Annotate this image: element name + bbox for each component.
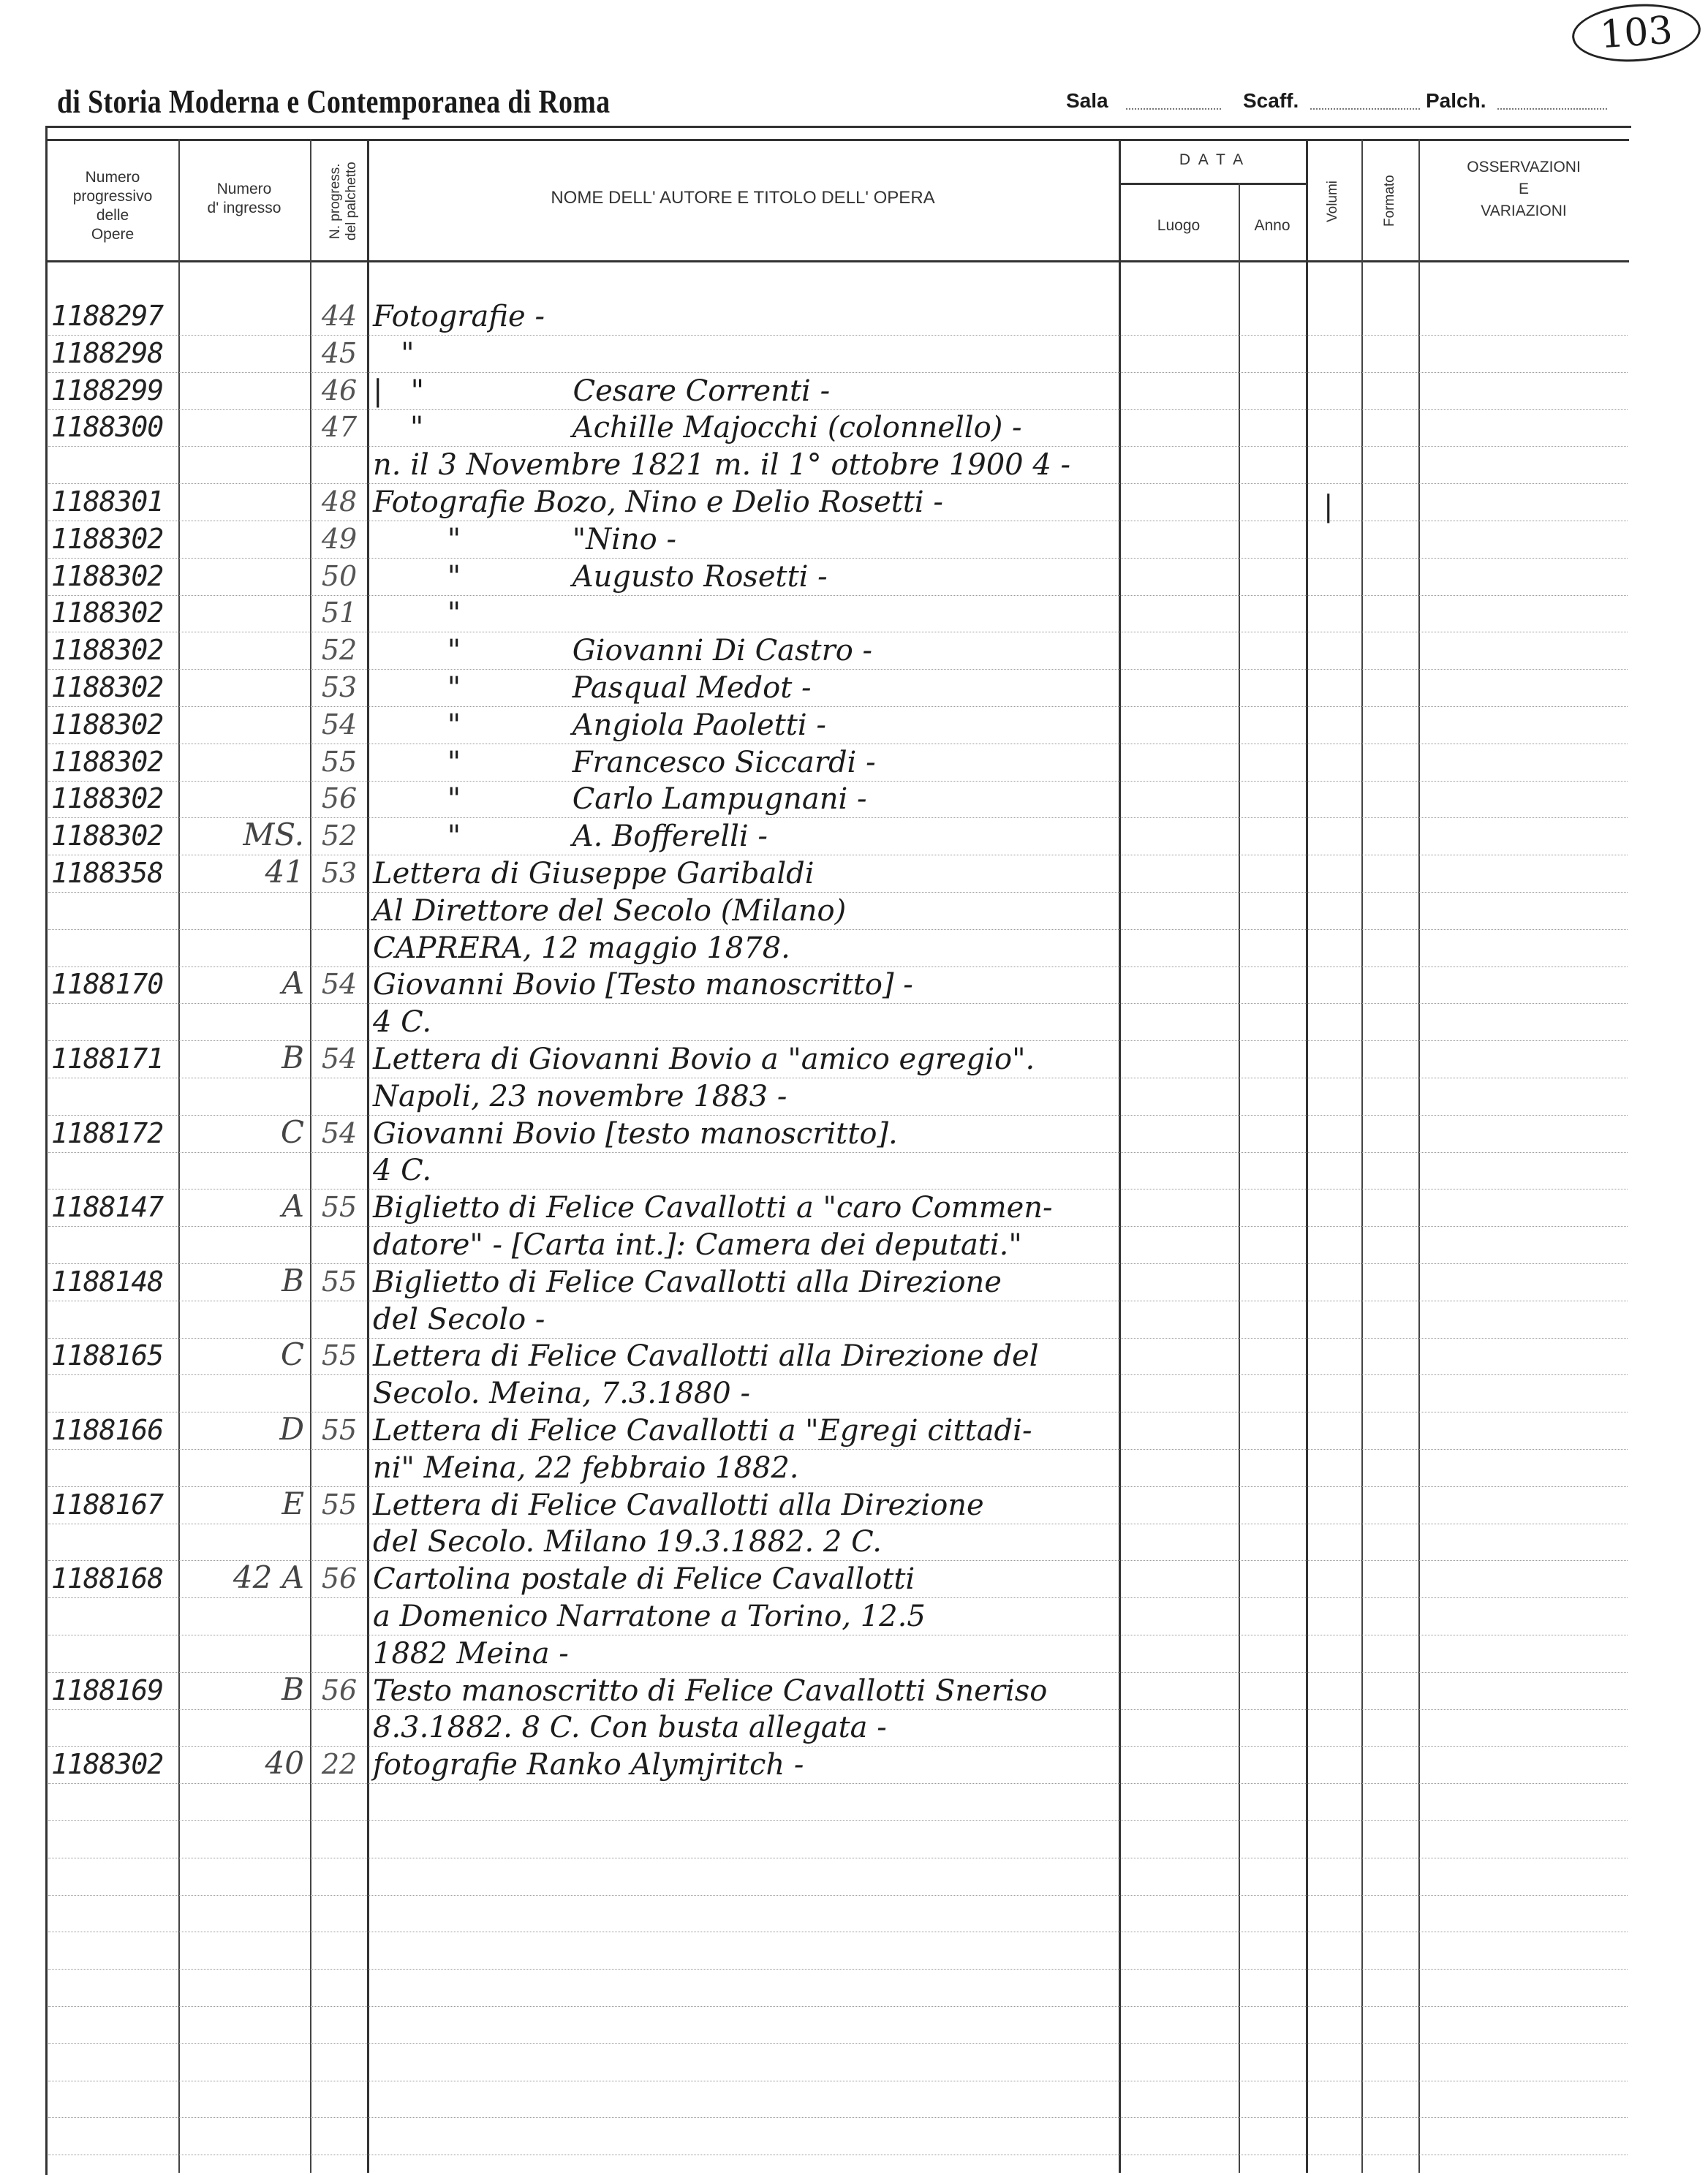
entry-number: 1188166 xyxy=(51,1414,164,1446)
scaff-field xyxy=(1310,108,1420,110)
ruled-line xyxy=(48,1003,1628,1004)
entry-palchetto: 55 xyxy=(321,1414,358,1446)
entry-number: 1188169 xyxy=(51,1673,164,1706)
entry-number: 1188358 xyxy=(51,857,164,889)
entry-number: 1188170 xyxy=(51,968,164,1001)
header-top-rule xyxy=(45,139,1629,141)
entry-text-line: " Carlo Lampugnani - xyxy=(373,782,867,817)
ruled-line xyxy=(48,669,1628,670)
ruled-line xyxy=(48,372,1628,373)
column-separator xyxy=(1119,139,1121,2173)
col-header-data: D A T A xyxy=(1179,151,1246,168)
ruled-line xyxy=(48,892,1628,893)
volume-mark: | xyxy=(1323,490,1334,523)
entry-number: 1188302 xyxy=(51,671,164,703)
entry-palchetto: 55 xyxy=(321,1265,358,1298)
entry-text-line: Al Direttore del Secolo (Milano) xyxy=(373,893,847,928)
entry-ingresso: C xyxy=(280,1113,304,1150)
entry-number: 1188167 xyxy=(51,1488,164,1521)
entry-text-line: Fotografie Bozo, Nino e Delio Rosetti - xyxy=(373,485,943,519)
col-header-anno: Anno xyxy=(1254,217,1291,234)
entry-ingresso: B xyxy=(281,1040,304,1075)
ruled-line xyxy=(48,929,1628,930)
ruled-line xyxy=(48,558,1628,559)
entry-text-line: Lettera di Felice Cavallotti alla Direzione xyxy=(373,1488,984,1522)
ruled-line xyxy=(48,1895,1628,1896)
ruled-line xyxy=(48,1820,1628,1821)
column-separator xyxy=(178,139,180,2173)
entry-number: 1188300 xyxy=(51,411,164,444)
entry-palchetto: 51 xyxy=(321,597,358,629)
institution-title: di Storia Moderna e Contemporanea di Roma xyxy=(57,83,611,120)
entry-ingresso: MS. xyxy=(243,817,304,853)
entry-palchetto: 55 xyxy=(321,1488,358,1521)
column-separator xyxy=(310,139,311,2173)
entry-text-line: 4 C. xyxy=(373,1154,432,1188)
entry-text-line: " xyxy=(373,597,461,631)
entry-palchetto: 54 xyxy=(321,1116,358,1149)
entry-palchetto: 52 xyxy=(321,634,358,667)
entry-ingresso: C xyxy=(280,1336,304,1373)
entry-palchetto: 55 xyxy=(321,1339,358,1372)
entry-palchetto: 54 xyxy=(321,708,358,741)
column-separator xyxy=(1239,183,1240,2173)
entry-text-line: 8.3.1882. 8 C. Con busta allegata - xyxy=(373,1711,887,1745)
ruled-line xyxy=(48,1969,1628,1970)
entry-text-line: Biglietto di Felice Cavallotti a "caro Commen- xyxy=(373,1191,1053,1225)
entry-text-line: del Secolo. Milano 19.3.1882. 2 C. xyxy=(373,1525,882,1559)
entry-number: 1188171 xyxy=(51,1043,164,1075)
ruled-line xyxy=(48,1597,1628,1598)
entry-text-line: del Secolo - xyxy=(373,1302,545,1336)
entry-number: 1188302 xyxy=(51,597,164,629)
ruled-line xyxy=(48,335,1628,336)
entry-text-line: n. il 3 Novembre 1821 m. il 1° ottobre 1900 4 - xyxy=(373,448,1071,483)
entry-number: 1188172 xyxy=(51,1116,164,1149)
entry-palchetto: 44 xyxy=(321,300,358,332)
entry-number: 1188148 xyxy=(51,1265,164,1298)
entry-palchetto: 50 xyxy=(321,559,358,592)
entry-number: 1188147 xyxy=(51,1191,164,1224)
entry-text-line: " A. Bofferelli - xyxy=(373,820,768,854)
entry-palchetto: 53 xyxy=(321,857,358,889)
entry-text-line: a Domenico Narratone a Torino, 12.5 xyxy=(373,1600,926,1633)
entry-text-line: " Giovanni Di Castro - xyxy=(373,634,873,668)
entry-text-line: " Pasqual Medot - xyxy=(373,671,812,705)
entry-number: 1188297 xyxy=(51,300,164,332)
entry-palchetto: 53 xyxy=(321,671,358,703)
entry-ingresso: D xyxy=(279,1411,304,1447)
column-separator xyxy=(1361,139,1363,2173)
entry-ingresso: E xyxy=(281,1485,304,1521)
palch-label: Palch. xyxy=(1426,89,1486,112)
entry-number: 1188302 xyxy=(51,820,164,852)
col-header-autore-titolo: NOME DELL' AUTORE E TITOLO DELL' OPERA xyxy=(551,188,935,208)
ruled-line xyxy=(48,483,1628,484)
entry-text-line: Fotografie - xyxy=(373,300,545,333)
column-separator xyxy=(367,139,369,2173)
entry-text-line: " Augusto Rosetti - xyxy=(373,559,828,594)
ruled-line xyxy=(48,1374,1628,1375)
palch-field xyxy=(1497,108,1607,110)
column-separator xyxy=(1306,139,1308,2173)
col-header-formato: Formato xyxy=(1382,175,1397,227)
entry-number: 1188165 xyxy=(51,1339,164,1372)
entry-ingresso: 40 xyxy=(265,1745,304,1782)
entry-text-line: CAPRERA, 12 maggio 1878. xyxy=(373,931,790,965)
entry-number: 1188168 xyxy=(51,1562,164,1595)
entry-number: 1188301 xyxy=(51,485,164,518)
ruled-line xyxy=(48,1152,1628,1153)
entry-number: 1188302 xyxy=(51,708,164,741)
entry-text-line: | " Cesare Correnti - xyxy=(373,374,831,408)
entry-text-line: Testo manoscritto di Felice Cavallotti Sneriso xyxy=(373,1673,1048,1708)
entry-palchetto: 47 xyxy=(321,411,358,444)
entry-ingresso: A xyxy=(281,1188,304,1225)
entry-text-line: Lettera di Felice Cavallotti a "Egregi cittadi- xyxy=(373,1414,1032,1448)
entry-text-line: " Achille Majocchi (colonnello) - xyxy=(373,411,1022,445)
entry-text-line: Secolo. Meina, 7.3.1880 - xyxy=(373,1377,750,1411)
ruled-line xyxy=(48,2006,1628,2007)
ruled-line xyxy=(48,595,1628,596)
entry-palchetto: 48 xyxy=(321,485,358,518)
ruled-line xyxy=(48,446,1628,447)
entry-number: 1188302 xyxy=(51,1748,164,1781)
entry-number: 1188302 xyxy=(51,559,164,592)
entry-ingresso: 41 xyxy=(265,854,304,890)
entry-palchetto: 46 xyxy=(321,374,358,406)
entry-number: 1188299 xyxy=(51,374,164,406)
page-number: 103 xyxy=(1570,0,1702,66)
entry-palchetto: 54 xyxy=(321,968,358,1001)
entry-text-line: " Francesco Siccardi - xyxy=(373,745,876,779)
sala-label: Sala xyxy=(1066,89,1108,112)
entry-text-line: Lettera di Giovanni Bovio a "amico egregio". xyxy=(373,1043,1035,1076)
entry-ingresso: 42 A xyxy=(233,1559,304,1596)
entry-palchetto: 22 xyxy=(321,1748,358,1781)
entry-palchetto: 52 xyxy=(321,820,358,852)
ruled-line xyxy=(48,409,1628,410)
entry-ingresso: A xyxy=(281,965,304,1002)
ruled-line xyxy=(48,781,1628,782)
entry-number: 1188302 xyxy=(51,782,164,815)
entry-text-line: " xyxy=(373,336,415,371)
entry-palchetto: 55 xyxy=(321,1191,358,1224)
entry-text-line: Lettera di Felice Cavallotti alla Direzione del xyxy=(373,1339,1039,1374)
entry-palchetto: 56 xyxy=(321,1562,358,1595)
entry-palchetto: 55 xyxy=(321,745,358,778)
entry-text-line: Giovanni Bovio [testo manoscritto]. xyxy=(373,1116,898,1151)
entry-palchetto: 56 xyxy=(321,782,358,815)
header-bottom-rule xyxy=(45,260,1629,262)
entry-text-line: Cartolina postale di Felice Cavallotti xyxy=(373,1562,915,1597)
entry-palchetto: 45 xyxy=(321,336,358,369)
entry-palchetto: 54 xyxy=(321,1043,358,1075)
entry-text-line: ni" Meina, 22 febbraio 1882. xyxy=(373,1450,799,1485)
entry-text-line: Giovanni Bovio [Testo manoscritto] - xyxy=(373,968,913,1002)
entry-text-line: 1882 Meina - xyxy=(373,1636,569,1671)
entry-text-line: " Angiola Paoletti - xyxy=(373,708,826,742)
col-header-numero-progressivo: Numero progressivo delle Opere xyxy=(72,169,153,243)
col-header-volumi: Volumi xyxy=(1325,180,1340,222)
col-header-luogo: Luogo xyxy=(1157,217,1201,234)
entry-text-line: 4 C. xyxy=(373,1005,432,1040)
scaff-label: Scaff. xyxy=(1243,89,1299,112)
column-separator xyxy=(1418,139,1420,2173)
entry-text-line: Lettera di Giuseppe Garibaldi xyxy=(373,857,815,890)
data-subheader-rule xyxy=(1119,183,1306,185)
ruled-line xyxy=(48,1226,1628,1227)
entry-palchetto: 56 xyxy=(321,1673,358,1706)
entry-number: 1188298 xyxy=(51,336,164,369)
ruled-line xyxy=(48,2043,1628,2044)
sala-field xyxy=(1126,108,1221,110)
ruled-line xyxy=(48,1449,1628,1450)
entry-number: 1188302 xyxy=(51,634,164,667)
entry-text-line: datore" - [Carta int.]: Camera dei deputati." xyxy=(373,1228,1022,1262)
entry-text-line: " "Nino - xyxy=(373,522,676,556)
entry-ingresso: B xyxy=(281,1262,304,1298)
entry-number: 1188302 xyxy=(51,522,164,555)
entry-text-line: Biglietto di Felice Cavallotti alla Direzione xyxy=(373,1265,1002,1299)
entry-number: 1188302 xyxy=(51,745,164,778)
ruled-line xyxy=(48,1783,1628,1784)
ruled-line xyxy=(48,1709,1628,1710)
entry-text-line: Napoli, 23 novembre 1883 - xyxy=(373,1079,787,1113)
col-header-numero-ingresso: Numero d' ingresso xyxy=(207,181,281,216)
ruled-line xyxy=(48,706,1628,707)
col-header-progressivo-palchetto: N. progress. del palchetto xyxy=(328,162,359,241)
entry-text-line: fotografie Ranko Alymjritch - xyxy=(373,1748,804,1782)
entry-palchetto: 49 xyxy=(321,522,358,555)
entry-ingresso: B xyxy=(281,1671,304,1707)
ruled-line xyxy=(48,2117,1628,2118)
col-header-osservazioni: OSSERVAZIONI E VARIAZIONI xyxy=(1467,159,1581,219)
